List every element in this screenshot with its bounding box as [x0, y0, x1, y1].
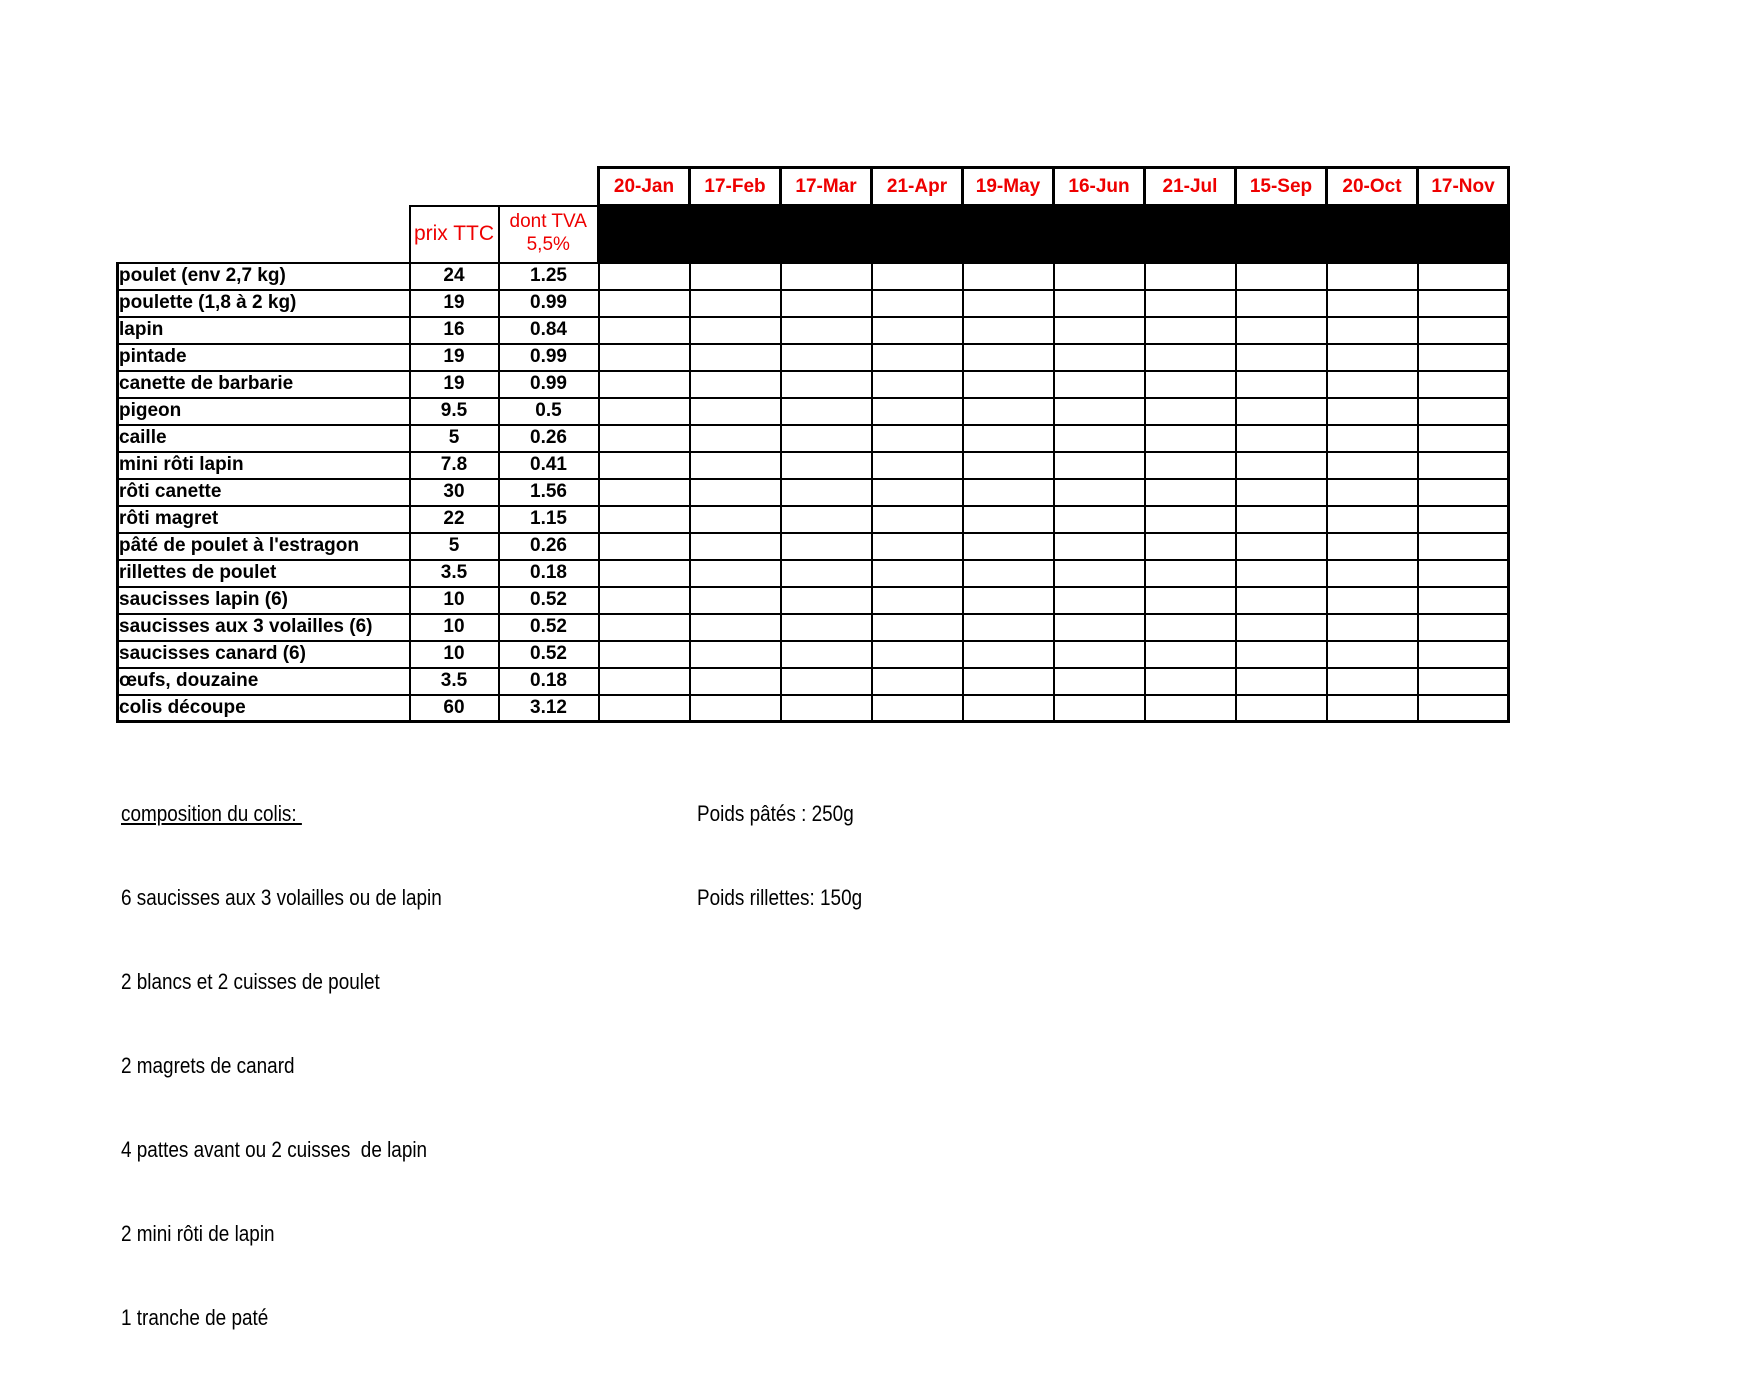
schedule-cell: [963, 695, 1054, 722]
schedule-cell: [1327, 506, 1418, 533]
schedule-cell: [1327, 452, 1418, 479]
table-row: [118, 425, 1509, 452]
schedule-cell: [1236, 398, 1327, 425]
schedule-cell: [872, 263, 963, 290]
schedule-cell: [1327, 425, 1418, 452]
tva-cell: 0.18: [499, 560, 599, 587]
schedule-cell: [690, 560, 781, 587]
price-cell: 7.8: [410, 452, 499, 479]
schedule-cell: [1418, 263, 1509, 290]
price-header-row: [118, 206, 1509, 263]
schedule-cell: [1327, 587, 1418, 614]
schedule-cell: [963, 317, 1054, 344]
schedule-cell: [1418, 668, 1509, 695]
table-row: [118, 695, 1509, 722]
schedule-cell: [781, 668, 872, 695]
tva-cell: 0.41: [499, 452, 599, 479]
table-row: [118, 317, 1509, 344]
tva-cell: 0.26: [499, 533, 599, 560]
schedule-cell: [1327, 479, 1418, 506]
product-name-cell: poulette (1,8 à 2 kg): [118, 290, 410, 317]
product-name-cell: œufs, douzaine: [118, 668, 410, 695]
schedule-cell: [781, 290, 872, 317]
schedule-cell: [963, 290, 1054, 317]
schedule-cell: [1236, 479, 1327, 506]
schedule-cell: [1145, 614, 1236, 641]
schedule-cell: [1236, 425, 1327, 452]
schedule-cell: [1327, 668, 1418, 695]
schedule-cell: [690, 479, 781, 506]
schedule-cell: [1054, 560, 1145, 587]
schedule-cell: [872, 452, 963, 479]
schedule-cell: [599, 479, 690, 506]
tva-cell: 0.26: [499, 425, 599, 452]
schedule-cell: [963, 668, 1054, 695]
product-name-cell: pigeon: [118, 398, 410, 425]
product-name-cell: poulet (env 2,7 kg): [118, 263, 410, 290]
schedule-cell: [781, 479, 872, 506]
schedule-cell: [781, 344, 872, 371]
schedule-cell: [690, 506, 781, 533]
product-name-cell: pintade: [118, 344, 410, 371]
schedule-cell: [1236, 317, 1327, 344]
schedule-cell: [872, 506, 963, 533]
schedule-cell: [1327, 695, 1418, 722]
table-row: [118, 533, 1509, 560]
schedule-cell: [963, 614, 1054, 641]
price-cell: 30: [410, 479, 499, 506]
schedule-cell: [1145, 371, 1236, 398]
date-header-cell: 19-May: [963, 168, 1054, 206]
schedule-cell: [1054, 317, 1145, 344]
schedule-cell: [1145, 641, 1236, 668]
schedule-cell: [872, 614, 963, 641]
schedule-cell: [781, 263, 872, 290]
date-header-cell: 21-Jul: [1145, 168, 1236, 206]
schedule-cell: [872, 641, 963, 668]
composition-line: 2 blancs et 2 cuisses de poulet: [121, 969, 380, 994]
schedule-cell: [690, 668, 781, 695]
price-cell: 60: [410, 695, 499, 722]
tva-cell: 0.99: [499, 344, 599, 371]
schedule-cell: [599, 344, 690, 371]
schedule-cell: [1327, 344, 1418, 371]
tva-header-line2: 5,5%: [526, 234, 570, 255]
date-header-cell: 17-Nov: [1418, 168, 1509, 206]
schedule-cell: [1145, 479, 1236, 506]
schedule-cell: [872, 398, 963, 425]
schedule-cell: [1327, 641, 1418, 668]
product-name-cell: rôti magret: [118, 506, 410, 533]
tva-cell: 1.56: [499, 479, 599, 506]
price-header-cell: prix TTC: [410, 206, 499, 263]
schedule-cell: [1236, 641, 1327, 668]
schedule-cell: [1054, 398, 1145, 425]
schedule-cell: [1145, 398, 1236, 425]
schedule-cell: [1327, 398, 1418, 425]
schedule-cell: [1054, 587, 1145, 614]
date-header-cell: 21-Apr: [872, 168, 963, 206]
schedule-cell: [963, 533, 1054, 560]
tva-header-line1: dont TVA: [509, 211, 587, 233]
schedule-cell: [690, 425, 781, 452]
schedule-cell: [1418, 344, 1509, 371]
schedule-cell: [872, 317, 963, 344]
schedule-cell: [599, 641, 690, 668]
schedule-cell: [963, 452, 1054, 479]
schedule-cell: [1418, 641, 1509, 668]
schedule-cell: [1145, 425, 1236, 452]
product-name-cell: colis découpe: [118, 695, 410, 722]
table-row: [118, 614, 1509, 641]
tva-cell: 0.52: [499, 614, 599, 641]
tva-cell: 0.52: [499, 641, 599, 668]
table-row: [118, 263, 1509, 290]
price-cell: 19: [410, 290, 499, 317]
price-cell: 5: [410, 425, 499, 452]
schedule-cell: [781, 317, 872, 344]
product-name-cell: saucisses canard (6): [118, 641, 410, 668]
price-cell: 10: [410, 614, 499, 641]
schedule-cell: [781, 371, 872, 398]
schedule-cell: [599, 695, 690, 722]
table-row: [118, 506, 1509, 533]
tva-cell: 3.12: [499, 695, 599, 722]
price-cell: 5: [410, 533, 499, 560]
schedule-cell: [1236, 695, 1327, 722]
schedule-cell: [1418, 371, 1509, 398]
table-row: [118, 479, 1509, 506]
schedule-cell: [781, 425, 872, 452]
table-row: [118, 587, 1509, 614]
schedule-cell: [1418, 479, 1509, 506]
price-cell: 19: [410, 371, 499, 398]
schedule-cell: [1054, 479, 1145, 506]
schedule-cell: [690, 290, 781, 317]
price-cell: 3.5: [410, 560, 499, 587]
schedule-cell: [1418, 533, 1509, 560]
schedule-cell: [963, 263, 1054, 290]
schedule-cell: [1145, 533, 1236, 560]
schedule-cell: [872, 587, 963, 614]
schedule-cell: [599, 668, 690, 695]
schedule-cell: [1236, 290, 1327, 317]
schedule-cell: [1418, 614, 1509, 641]
corner-spacer: [118, 168, 599, 206]
schedule-cell: [1418, 290, 1509, 317]
schedule-cell: [1054, 452, 1145, 479]
schedule-cell: [963, 587, 1054, 614]
table-row: [118, 371, 1509, 398]
table-row: [118, 560, 1509, 587]
schedule-cell: [599, 506, 690, 533]
schedule-cell: [1418, 695, 1509, 722]
label-spacer: [118, 206, 410, 263]
schedule-cell: [690, 263, 781, 290]
schedule-cell: [599, 317, 690, 344]
schedule-cell: [963, 506, 1054, 533]
schedule-cell: [1145, 560, 1236, 587]
tva-cell: 0.52: [499, 587, 599, 614]
schedule-cell: [1145, 668, 1236, 695]
schedule-cell: [1054, 506, 1145, 533]
composition-line: 6 saucisses aux 3 volailles ou de lapin: [121, 885, 442, 910]
schedule-cell: [1236, 533, 1327, 560]
schedule-cell: [781, 641, 872, 668]
schedule-cell: [1236, 344, 1327, 371]
schedule-cell: [599, 587, 690, 614]
tva-cell: 0.99: [499, 290, 599, 317]
schedule-cell: [1236, 506, 1327, 533]
schedule-cell: [1054, 371, 1145, 398]
product-name-cell: saucisses aux 3 volailles (6): [118, 614, 410, 641]
schedule-cell: [1418, 587, 1509, 614]
schedule-cell: [963, 398, 1054, 425]
schedule-cell: [1327, 290, 1418, 317]
schedule-cell: [872, 479, 963, 506]
schedule-cell: [781, 587, 872, 614]
schedule-cell: [1327, 533, 1418, 560]
tva-cell: 0.18: [499, 668, 599, 695]
schedule-cell: [1327, 560, 1418, 587]
schedule-cell: [1327, 263, 1418, 290]
schedule-cell: [690, 587, 781, 614]
date-header-cell: 17-Mar: [781, 168, 872, 206]
schedule-cell: [690, 641, 781, 668]
schedule-cell: [781, 533, 872, 560]
composition-line: 1 tranche de paté: [121, 1305, 269, 1330]
schedule-cell: [599, 425, 690, 452]
table-row: [118, 641, 1509, 668]
schedule-cell: [1054, 641, 1145, 668]
schedule-cell: [1054, 263, 1145, 290]
black-band: [599, 206, 1509, 263]
price-cell: 10: [410, 641, 499, 668]
schedule-cell: [781, 452, 872, 479]
product-name-cell: lapin: [118, 317, 410, 344]
schedule-cell: [690, 695, 781, 722]
schedule-cell: [1054, 425, 1145, 452]
schedule-cell: [690, 317, 781, 344]
schedule-cell: [599, 290, 690, 317]
tva-cell: 0.5: [499, 398, 599, 425]
table-row: [118, 398, 1509, 425]
composition-block: [121, 744, 442, 1388]
price-cell: 24: [410, 263, 499, 290]
price-schedule-table: [116, 166, 1510, 723]
schedule-cell: [1145, 290, 1236, 317]
date-header-cell: 20-Oct: [1327, 168, 1418, 206]
schedule-cell: [872, 668, 963, 695]
schedule-cell: [1054, 533, 1145, 560]
schedule-cell: [690, 398, 781, 425]
date-header-cell: 16-Jun: [1054, 168, 1145, 206]
price-cell: 19: [410, 344, 499, 371]
schedule-cell: [1054, 344, 1145, 371]
price-cell: 16: [410, 317, 499, 344]
tva-cell: 1.15: [499, 506, 599, 533]
schedule-cell: [690, 344, 781, 371]
schedule-cell: [1054, 290, 1145, 317]
schedule-cell: [781, 398, 872, 425]
schedule-cell: [599, 614, 690, 641]
schedule-cell: [781, 560, 872, 587]
weight-rillettes-line: Poids rillettes: 150g: [697, 885, 863, 910]
schedule-cell: [1327, 371, 1418, 398]
schedule-cell: [690, 452, 781, 479]
schedule-cell: [1236, 371, 1327, 398]
composition-line: 4 pattes avant ou 2 cuisses de lapin: [121, 1137, 428, 1162]
schedule-cell: [1145, 695, 1236, 722]
product-name-cell: saucisses lapin (6): [118, 587, 410, 614]
schedule-cell: [1418, 425, 1509, 452]
schedule-cell: [1236, 614, 1327, 641]
schedule-cell: [1145, 263, 1236, 290]
composition-line: 2 mini rôti de lapin: [121, 1221, 275, 1246]
schedule-cell: [599, 533, 690, 560]
schedule-cell: [1145, 452, 1236, 479]
schedule-cell: [963, 344, 1054, 371]
tva-cell: 0.99: [499, 371, 599, 398]
schedule-cell: [690, 533, 781, 560]
table-row: [118, 290, 1509, 317]
weights-block: [697, 744, 862, 968]
schedule-cell: [1054, 614, 1145, 641]
schedule-cell: [872, 290, 963, 317]
composition-line: 2 magrets de canard: [121, 1053, 295, 1078]
schedule-cell: [1327, 614, 1418, 641]
schedule-cell: [1145, 587, 1236, 614]
schedule-cell: [963, 641, 1054, 668]
schedule-cell: [872, 344, 963, 371]
tva-cell: 1.25: [499, 263, 599, 290]
schedule-cell: [872, 695, 963, 722]
schedule-cell: [1054, 695, 1145, 722]
composition-title: composition du colis:: [121, 801, 302, 826]
schedule-cell: [690, 371, 781, 398]
tva-header-cell: [499, 206, 599, 263]
table-row: [118, 668, 1509, 695]
weight-pates-line: Poids pâtés : 250g: [697, 801, 854, 826]
schedule-cell: [599, 560, 690, 587]
schedule-cell: [1236, 560, 1327, 587]
date-header-cell: 17-Feb: [690, 168, 781, 206]
product-name-cell: pâté de poulet à l'estragon: [118, 533, 410, 560]
schedule-cell: [872, 560, 963, 587]
date-header-cell: 20-Jan: [599, 168, 690, 206]
schedule-cell: [599, 452, 690, 479]
schedule-cell: [599, 398, 690, 425]
product-name-cell: rôti canette: [118, 479, 410, 506]
schedule-cell: [963, 425, 1054, 452]
product-name-cell: rillettes de poulet: [118, 560, 410, 587]
price-cell: 3.5: [410, 668, 499, 695]
schedule-cell: [963, 371, 1054, 398]
schedule-cell: [1418, 560, 1509, 587]
date-header-cell: 15-Sep: [1236, 168, 1327, 206]
price-cell: 9.5: [410, 398, 499, 425]
schedule-cell: [1145, 344, 1236, 371]
schedule-cell: [1236, 668, 1327, 695]
schedule-cell: [872, 425, 963, 452]
product-name-cell: canette de barbarie: [118, 371, 410, 398]
price-cell: 22: [410, 506, 499, 533]
schedule-cell: [1418, 398, 1509, 425]
schedule-cell: [872, 533, 963, 560]
schedule-cell: [1327, 317, 1418, 344]
table-row: [118, 452, 1509, 479]
tva-cell: 0.84: [499, 317, 599, 344]
schedule-cell: [963, 479, 1054, 506]
schedule-cell: [872, 371, 963, 398]
schedule-cell: [1418, 317, 1509, 344]
schedule-cell: [690, 614, 781, 641]
date-header-row: [118, 168, 1509, 206]
schedule-cell: [1418, 452, 1509, 479]
schedule-cell: [963, 560, 1054, 587]
schedule-cell: [1145, 506, 1236, 533]
table-row: [118, 344, 1509, 371]
schedule-cell: [1054, 668, 1145, 695]
schedule-cell: [781, 695, 872, 722]
product-name-cell: mini rôti lapin: [118, 452, 410, 479]
schedule-cell: [781, 506, 872, 533]
schedule-cell: [1236, 452, 1327, 479]
schedule-cell: [1418, 506, 1509, 533]
schedule-cell: [1236, 263, 1327, 290]
schedule-cell: [1145, 317, 1236, 344]
schedule-cell: [599, 371, 690, 398]
schedule-cell: [781, 614, 872, 641]
schedule-cell: [599, 263, 690, 290]
schedule-cell: [1236, 587, 1327, 614]
product-name-cell: caille: [118, 425, 410, 452]
price-cell: 10: [410, 587, 499, 614]
